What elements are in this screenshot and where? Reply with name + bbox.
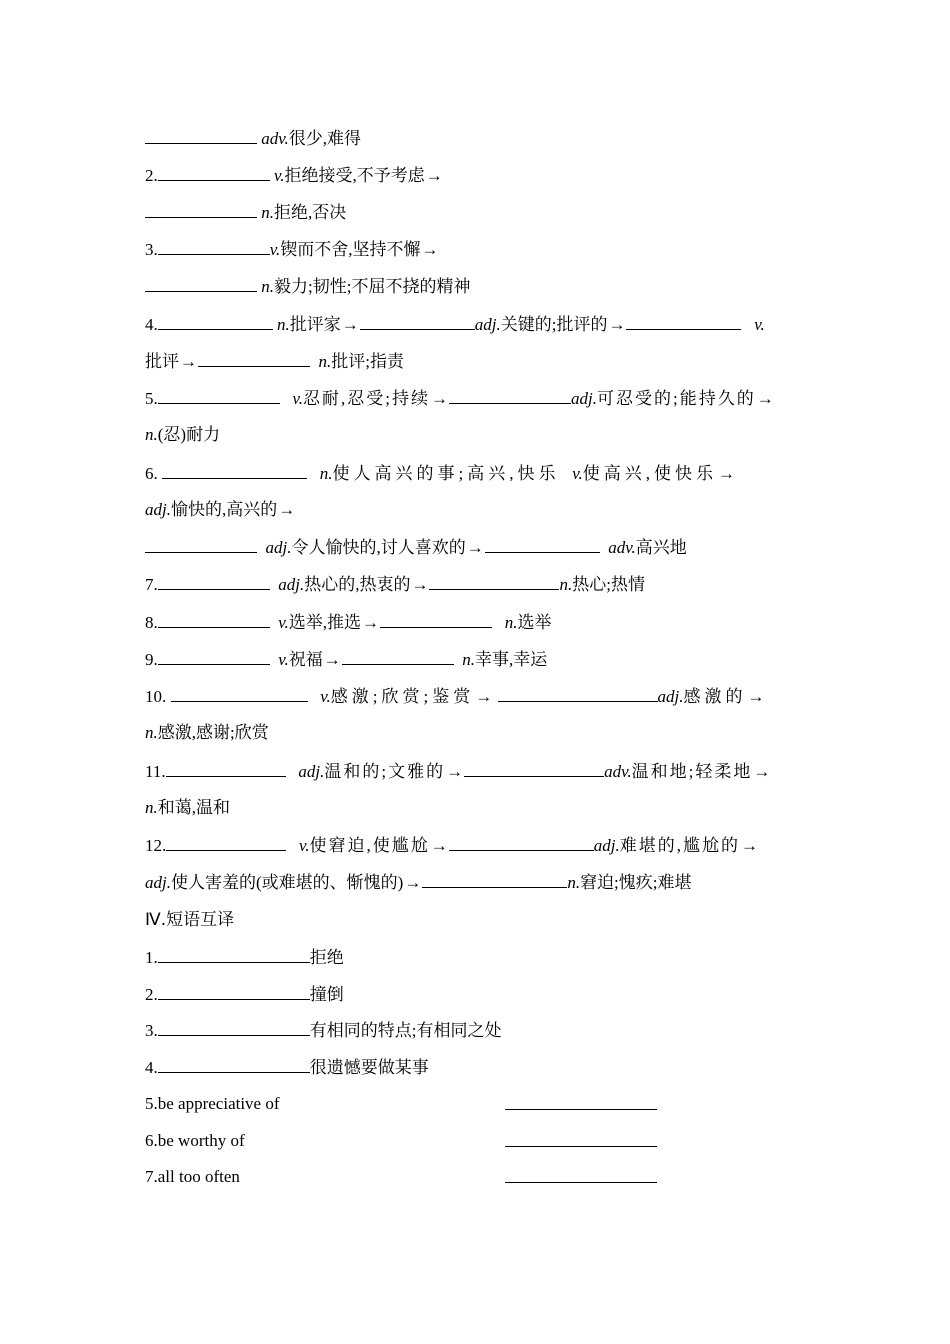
meaning: (忍)耐力 [157,425,221,444]
answer-blank[interactable] [429,572,559,590]
answer-blank[interactable] [422,870,567,888]
part-of-speech: n. [145,798,158,817]
phrase-item-1 [145,945,810,969]
vocab-line-21 [145,870,810,894]
meaning: 温和地;轻柔地 [631,762,753,781]
answer-blank[interactable] [162,461,307,479]
arrow-icon: → [466,538,484,557]
part-of-speech: adj. [657,687,684,706]
answer-blank[interactable] [158,572,270,590]
vocab-line-5 [145,274,810,298]
answer-blank[interactable] [158,312,273,330]
arrow-icon: → [180,352,197,371]
vocab-line-13 [145,572,810,596]
meaning: 窘迫;愧疚;难堪 [580,873,692,892]
part-of-speech: n. [261,203,274,222]
answer-blank[interactable] [158,610,270,628]
meaning: 很少,难得 [288,129,362,148]
vocab-line-16 [145,684,810,708]
phrase-item-5 [145,1092,810,1116]
phrase-text: all too often [157,1167,240,1186]
part-of-speech: v. [278,650,289,669]
arrow-icon: → [718,464,736,483]
arrow-icon: → [404,873,422,892]
meaning: 选举,推选 [288,613,362,632]
part-of-speech: adj. [278,575,305,594]
item-number: 2. [145,166,158,185]
meaning: 幸事,幸运 [475,650,548,669]
arrow-icon: → [341,315,359,334]
item-number: 1. [145,948,158,967]
vocab-line-20 [145,833,810,857]
phrase-item-4 [145,1055,810,1079]
answer-blank[interactable] [158,163,270,181]
answer-blank[interactable] [505,1092,657,1110]
part-of-speech: v. [292,389,304,408]
phrase-text: 有相同的特点;有相同之处 [309,1021,502,1040]
answer-blank[interactable] [145,535,257,553]
answer-blank[interactable] [158,1055,310,1073]
part-of-speech: adv. [608,538,636,557]
arrow-icon: → [362,613,380,632]
part-of-speech: v. [299,836,310,855]
vocab-line-6 [145,312,810,336]
answer-blank[interactable] [171,684,308,702]
meaning: 关键的;批评的 [500,315,608,334]
meaning: 热心;热情 [572,575,645,594]
answer-blank[interactable] [158,647,270,665]
phrase-item-7 [145,1165,810,1189]
item-number: 7. [145,575,158,594]
vocab-line-18 [145,759,810,783]
phrase-item-3 [145,1018,810,1042]
meaning: 祝福 [288,650,323,669]
answer-blank[interactable] [342,647,454,665]
part-of-speech: n. [559,575,573,594]
part-of-speech: n. [277,315,290,334]
part-of-speech: adj. [571,389,598,408]
item-number: 12. [145,836,167,855]
meaning: 感激;欣赏;鉴赏 [330,687,475,706]
phrase-item-2 [145,982,810,1006]
vocab-line-2 [145,163,810,187]
arrow-icon: → [475,687,493,706]
arrow-icon: → [756,389,774,408]
part-of-speech: adj. [474,315,501,334]
part-of-speech: adj. [145,500,171,519]
vocab-line-14 [145,610,810,634]
part-of-speech: adj. [298,762,325,781]
answer-blank[interactable] [158,945,310,963]
arrow-icon: → [608,315,626,334]
answer-blank[interactable] [449,386,571,404]
arrow-icon: → [421,240,439,259]
vocab-line-15 [145,647,810,671]
part-of-speech: v. [754,315,765,334]
meaning: 锲而不舍,坚持不懈 [280,240,421,259]
answer-blank[interactable] [505,1129,657,1147]
part-of-speech: n. [145,723,158,742]
meaning: 选举 [517,613,552,632]
part-of-speech: v. [269,240,281,259]
item-number: 8. [145,613,158,632]
phrase-text: be worthy of [157,1131,245,1150]
part-of-speech: n. [145,425,158,444]
answer-blank[interactable] [145,200,257,218]
meaning: 愉快的,高兴的 [170,500,278,519]
meaning: 令人愉快的,讨人喜欢的 [291,538,466,557]
part-of-speech: v. [320,687,331,706]
arrow-icon: → [425,166,443,185]
meaning: 和蔼,温和 [157,798,230,817]
item-number: 9. [145,650,158,669]
item-number: 6. [145,1131,158,1150]
answer-blank[interactable] [626,312,741,330]
item-number: 2. [145,985,158,1004]
part-of-speech: adv. [261,129,289,148]
vocab-line-10 [145,461,810,485]
meaning: 拒绝,否决 [274,203,347,222]
vocab-line-12 [145,535,810,559]
part-of-speech: n. [319,464,333,483]
part-of-speech: n. [261,277,274,296]
meaning: 拒绝接受,不予考虑 [284,166,425,185]
answer-blank[interactable] [145,274,257,292]
arrow-icon: → [278,500,296,519]
part-of-speech: adj. [593,836,620,855]
answer-blank[interactable] [198,349,310,367]
meaning: 批评家 [289,315,341,334]
meaning: 可忍受的;能持久的 [597,389,756,408]
meaning: 使人害羞的(或难堪的、惭愧的) [170,873,404,892]
section-4-title: Ⅳ.短语互译 [145,910,235,930]
answer-blank[interactable] [505,1165,657,1183]
meaning: 难堪的,尴尬的 [619,836,741,855]
vocab-line-3 [145,200,810,224]
meaning: 高兴地 [635,538,687,557]
part-of-speech: n. [318,352,332,371]
part-of-speech: n. [462,650,476,669]
answer-blank[interactable] [158,1018,310,1036]
arrow-icon: → [753,762,771,781]
answer-blank[interactable] [166,833,286,851]
meaning: 感激的 [683,687,747,706]
phrase-item-6 [145,1129,810,1153]
vocab-line-7 [145,349,810,373]
item-number: 5. [145,1094,158,1113]
part-of-speech: v. [572,464,583,483]
arrow-icon: → [411,575,429,594]
meaning: 热心的,热衷的 [304,575,411,594]
item-number: 4. [145,1058,158,1077]
part-of-speech: adv. [604,762,632,781]
answer-blank[interactable] [360,312,475,330]
item-number: 11. [145,762,166,781]
vocab-line-9 [145,423,810,447]
answer-blank[interactable] [380,610,492,628]
arrow-icon: → [747,687,765,706]
answer-blank[interactable] [158,982,310,1000]
arrow-icon: → [430,836,448,855]
answer-blank[interactable] [158,386,280,404]
meaning: 使人高兴的事;高兴,快乐 [332,464,560,483]
answer-blank[interactable] [158,237,270,255]
phrase-text: 很遗憾要做某事 [309,1058,429,1077]
vocab-line-19 [145,796,810,820]
meaning: 使高兴,使快乐 [582,464,718,483]
meaning: 感激,感谢;欣赏 [157,723,269,742]
meaning: 毅力;韧性;不屈不挠的精神 [274,277,471,296]
vocab-line-11 [145,498,810,522]
answer-blank[interactable] [449,833,594,851]
vocab-line-1 [145,126,810,150]
phrase-text: be appreciative of [157,1094,280,1113]
item-number: 7. [145,1167,158,1186]
arrow-icon: → [323,650,341,669]
item-number: 3. [145,240,158,259]
item-number: 3. [145,1021,158,1040]
part-of-speech: adj. [265,538,292,557]
arrow-icon: → [431,389,449,408]
meaning: 温和的;文雅的 [324,762,446,781]
part-of-speech: n. [504,613,518,632]
item-number: 6. [145,464,158,483]
part-of-speech: adj. [145,873,171,892]
answer-blank[interactable] [498,684,658,702]
meaning: 忍耐,忍受;持续 [303,389,431,408]
vocab-line-8 [145,386,810,410]
arrow-icon: → [741,836,759,855]
meaning: 使窘迫,使尴尬 [309,836,430,855]
phrase-text: 拒绝 [309,948,344,967]
item-number: 5. [145,389,158,408]
part-of-speech: n. [567,873,581,892]
answer-blank[interactable] [145,126,257,144]
part-of-speech: v. [278,613,289,632]
vocab-line-17 [145,721,810,745]
meaning: 批评;指责 [331,352,404,371]
answer-blank[interactable] [166,759,286,777]
meaning: 批评 [145,352,179,371]
answer-blank[interactable] [485,535,600,553]
phrase-text: 撞倒 [309,985,344,1004]
answer-blank[interactable] [464,759,604,777]
item-number: 10. [145,687,167,706]
arrow-icon: → [446,762,464,781]
vocab-line-4 [145,237,810,261]
part-of-speech: v. [274,166,285,185]
item-number: 4. [145,315,158,334]
